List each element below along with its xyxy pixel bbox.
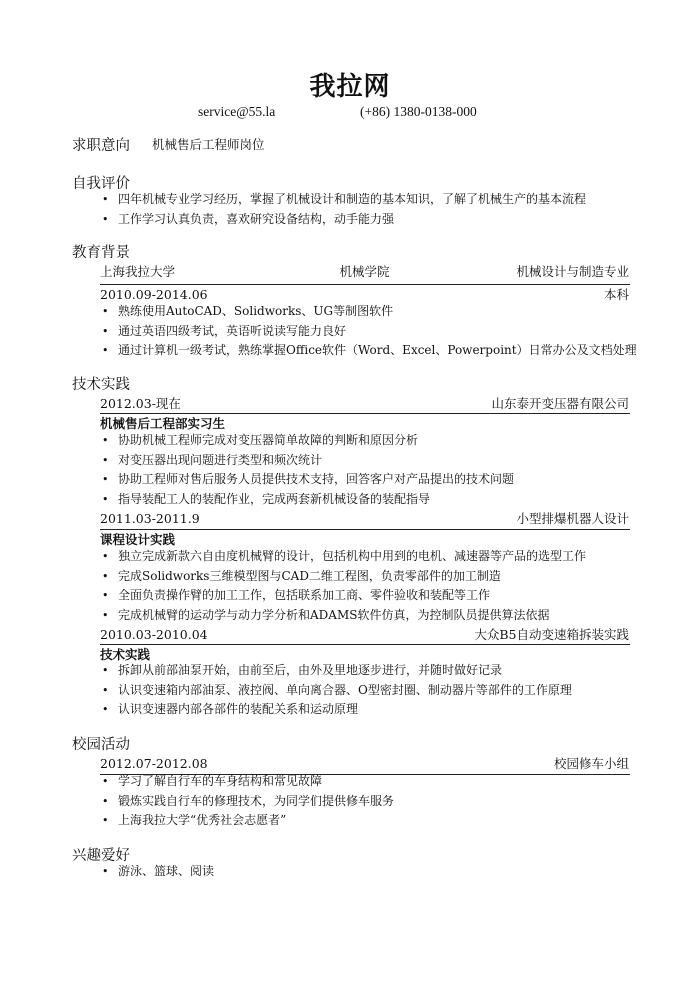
education-list bbox=[100, 302, 637, 361]
practice-org: 大众B5自动变速箱拆装实践 bbox=[474, 627, 629, 642]
campus-period: 2012.07-2012.08 bbox=[100, 756, 208, 771]
list-item: • 全面负责操作臂的加工工作，包括联系加工商、零件验收和装配等工作 bbox=[100, 586, 586, 606]
practice-entry-3-row bbox=[100, 626, 629, 644]
practice-org: 山东泰开变压器有限公司 bbox=[491, 396, 629, 411]
job-intent bbox=[72, 134, 265, 155]
list-item: • 认识变速箱内部油泵、液控阀、单向离合器、O型密封圈、制动器片等部件的工作原理 bbox=[100, 681, 572, 701]
practice-period: 2011.03-2011.9 bbox=[100, 511, 200, 526]
practice-role: 技术实践 bbox=[100, 647, 151, 662]
list-item: • 熟练使用AutoCAD、Solidworks、UG等制图软件 bbox=[100, 302, 637, 322]
practice-entry-2-row bbox=[100, 510, 629, 528]
practice-entry-3-list bbox=[100, 661, 572, 720]
contact-email: service@55.la bbox=[198, 104, 276, 119]
self-eval-list bbox=[100, 190, 586, 229]
section-title-hobbies: 兴趣爱好 bbox=[72, 848, 130, 864]
list-item: • 游泳、篮球、阅读 bbox=[100, 862, 214, 882]
list-item: • 协助机械工程师完成对变压器简单故障的判断和原因分析 bbox=[100, 431, 514, 451]
education-degree: 本科 bbox=[603, 287, 629, 302]
education-college: 机械学院 bbox=[339, 264, 390, 279]
job-intent-label: 求职意向 bbox=[72, 138, 130, 154]
education-school: 上海我拉大学 bbox=[100, 264, 176, 279]
list-item: • 通过英语四级考试，英语听说读写能力良好 bbox=[100, 322, 637, 342]
practice-period: 2012.03-现在 bbox=[100, 396, 181, 411]
candidate-name: 我拉网 bbox=[309, 72, 391, 102]
divider bbox=[100, 284, 630, 285]
practice-period: 2010.03-2010.04 bbox=[100, 627, 208, 642]
practice-org: 小型排爆机器人设计 bbox=[516, 511, 629, 526]
campus-org: 校园修车小组 bbox=[553, 756, 629, 771]
list-item: • 认识变速器内部各部件的装配关系和运动原理 bbox=[100, 700, 572, 720]
practice-entry-2-list bbox=[100, 547, 586, 625]
campus-row bbox=[100, 755, 629, 773]
practice-entry-1-list bbox=[100, 431, 514, 509]
list-item: • 独立完成新款六自由度机械臂的设计，包括机构中用到的电机、减速器等产品的选型工作 bbox=[100, 547, 586, 567]
divider bbox=[100, 644, 630, 645]
job-intent-value: 机械售后工程师岗位 bbox=[152, 137, 265, 152]
list-item: • 协助工程师对售后服务人员提供技术支持，回答客户对产品提出的技术问题 bbox=[100, 470, 514, 490]
list-item: • 工作学习认真负责，喜欢研究设备结构，动手能力强 bbox=[100, 210, 586, 230]
section-title-self-eval: 自我评价 bbox=[72, 176, 130, 192]
section-title-education: 教育背景 bbox=[72, 245, 130, 261]
list-item: • 上海我拉大学“优秀社会志愿者” bbox=[100, 811, 394, 831]
practice-role: 机械售后工程部实习生 bbox=[100, 416, 226, 431]
section-title-practice: 技术实践 bbox=[72, 377, 130, 393]
list-item: • 锻炼实践自行车的修理技术，为同学们提供修车服务 bbox=[100, 792, 394, 812]
list-item: • 拆卸从前部油泵开始，由前至后，由外及里地逐步进行，并随时做好记录 bbox=[100, 661, 572, 681]
education-period: 2010.09-2014.06 bbox=[100, 287, 208, 302]
education-major: 机械设计与制造专业 bbox=[516, 264, 629, 279]
campus-list bbox=[100, 772, 394, 831]
divider bbox=[100, 529, 630, 530]
hobbies-list bbox=[100, 862, 214, 882]
list-item: • 四年机械专业学习经历，掌握了机械设计和制造的基本知识，了解了机械生产的基本流程 bbox=[100, 190, 586, 210]
contact-phone: (+86) 1380-0138-000 bbox=[360, 104, 477, 119]
list-item: • 通过计算机一级考试，熟练掌握Office软件（Word、Excel、Powerpoint）日常办公及文档处理 bbox=[100, 341, 637, 361]
practice-role: 课程设计实践 bbox=[100, 532, 176, 547]
list-item: • 完成Solidworks三维模型图与CAD二维工程图，负责零部件的加工制造 bbox=[100, 567, 586, 587]
list-item: • 完成机械臂的运动学与动力学分析和ADAMS软件仿真，为控制队员提供算法依据 bbox=[100, 606, 586, 626]
practice-entry-1-row bbox=[100, 395, 629, 413]
list-item: • 对变压器出现问题进行类型和频次统计 bbox=[100, 451, 514, 471]
education-header-row bbox=[100, 263, 629, 281]
list-item: • 指导装配工人的装配作业，完成两套新机械设备的装配指导 bbox=[100, 490, 514, 510]
section-title-campus: 校园活动 bbox=[72, 737, 130, 753]
list-item: • 学习了解自行车的车身结构和常见故障 bbox=[100, 772, 394, 792]
